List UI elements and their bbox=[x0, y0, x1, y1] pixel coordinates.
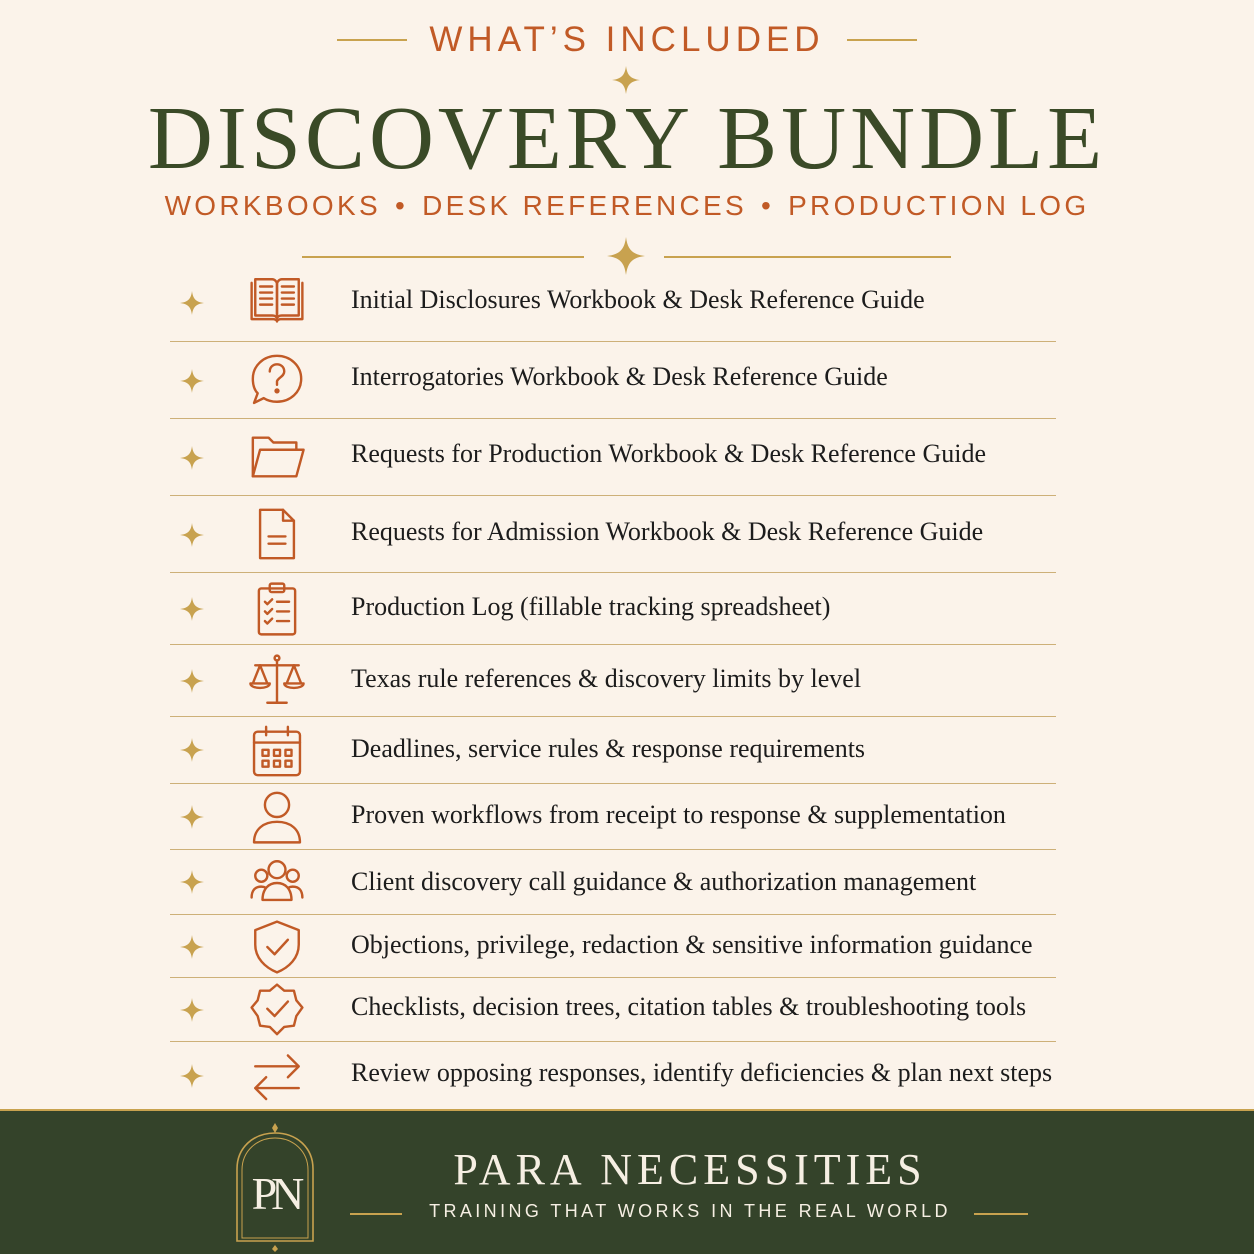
sparkle-bullet-icon bbox=[180, 669, 204, 693]
question-bubble-icon bbox=[248, 351, 306, 409]
sparkle-bullet-icon bbox=[180, 870, 204, 894]
item-label: Requests for Admission Workbook & Desk Reference Guide bbox=[351, 517, 984, 546]
subtitle-workbooks: WORKBOOKS bbox=[164, 190, 381, 221]
eyebrow-text: WHAT’S INCLUDED bbox=[429, 20, 825, 59]
badge-check-icon bbox=[248, 981, 306, 1039]
item-label: Initial Disclosures Workbook & Desk Reference Guide bbox=[351, 285, 925, 314]
sparkle-bullet-icon bbox=[180, 446, 204, 470]
sparkle-bullet-icon bbox=[180, 291, 204, 315]
list-item bbox=[170, 850, 1056, 915]
calendar-icon bbox=[248, 722, 306, 780]
logo-letters: PN bbox=[251, 1168, 299, 1219]
footer-banner bbox=[0, 1109, 1254, 1254]
tagline-row bbox=[340, 1201, 1040, 1231]
sparkle-bullet-icon bbox=[180, 998, 204, 1022]
clipboard-checklist-icon bbox=[248, 580, 306, 638]
list-item bbox=[170, 496, 1056, 573]
page-title: DISCOVERY BUNDLE bbox=[147, 89, 1107, 188]
eyebrow-rule-right bbox=[847, 39, 917, 41]
sparkle-bullet-icon bbox=[180, 935, 204, 959]
sparkle-bullet-icon bbox=[180, 369, 204, 393]
item-label: Production Log (fillable tracking spreadsheet) bbox=[351, 592, 831, 621]
subtitle-production-log: PRODUCTION LOG bbox=[788, 190, 1090, 221]
sparkle-bullet-icon bbox=[180, 738, 204, 762]
document-icon bbox=[248, 505, 306, 563]
list-item bbox=[170, 645, 1056, 717]
para-necessities-logo bbox=[232, 1117, 318, 1252]
subtitle bbox=[0, 190, 1254, 222]
tagline-rule-right bbox=[974, 1213, 1028, 1215]
list-item bbox=[170, 264, 1056, 342]
tagline: TRAINING THAT WORKS IN THE REAL WORLD bbox=[429, 1201, 951, 1221]
item-label: Objections, privilege, redaction & sensitive information guidance bbox=[351, 930, 1033, 959]
open-book-icon bbox=[248, 272, 306, 330]
subtitle-desk-references: DESK REFERENCES bbox=[422, 190, 747, 221]
list-item bbox=[170, 573, 1056, 645]
footer-top-rule bbox=[0, 1109, 1254, 1111]
bullet-dot: • bbox=[760, 190, 775, 221]
swap-arrows-icon bbox=[248, 1047, 306, 1105]
tagline-rule-left bbox=[350, 1213, 402, 1215]
item-label: Interrogatories Workbook & Desk Reference Guide bbox=[351, 362, 888, 391]
item-label: Requests for Production Workbook & Desk Reference Guide bbox=[351, 439, 987, 468]
sparkle-bullet-icon bbox=[180, 597, 204, 621]
eyebrow-row bbox=[0, 20, 1254, 60]
list-item bbox=[170, 717, 1056, 784]
divider-rule-right bbox=[664, 256, 951, 258]
eyebrow-rule-left bbox=[337, 39, 407, 41]
item-label: Client discovery call guidance & authorization management bbox=[351, 867, 977, 896]
item-label: Texas rule references & discovery limits by level bbox=[351, 664, 862, 693]
brand-name: PARA NECESSITIES bbox=[453, 1145, 927, 1194]
folder-icon bbox=[248, 428, 306, 486]
included-items-list bbox=[170, 264, 1056, 1110]
item-label: Review opposing responses, identify deficiencies & plan next steps bbox=[351, 1058, 1053, 1087]
person-icon bbox=[248, 788, 306, 846]
list-item bbox=[170, 915, 1056, 978]
bullet-dot: • bbox=[394, 190, 409, 221]
list-item bbox=[170, 784, 1056, 850]
sparkle-bullet-icon bbox=[180, 1064, 204, 1088]
list-item bbox=[170, 342, 1056, 419]
shield-check-icon bbox=[248, 918, 306, 976]
sparkle-bullet-icon bbox=[180, 805, 204, 829]
list-item bbox=[170, 978, 1056, 1042]
scales-icon bbox=[248, 652, 306, 710]
list-item bbox=[170, 1042, 1056, 1110]
divider-rule-left bbox=[302, 256, 584, 258]
item-label: Deadlines, service rules & response requirements bbox=[351, 734, 866, 763]
group-icon bbox=[248, 854, 306, 912]
item-label: Proven workflows from receipt to response & supplementation bbox=[351, 800, 1006, 829]
sparkle-bullet-icon bbox=[180, 523, 204, 547]
list-item bbox=[170, 419, 1056, 496]
item-label: Checklists, decision trees, citation tables & troubleshooting tools bbox=[351, 992, 1027, 1021]
